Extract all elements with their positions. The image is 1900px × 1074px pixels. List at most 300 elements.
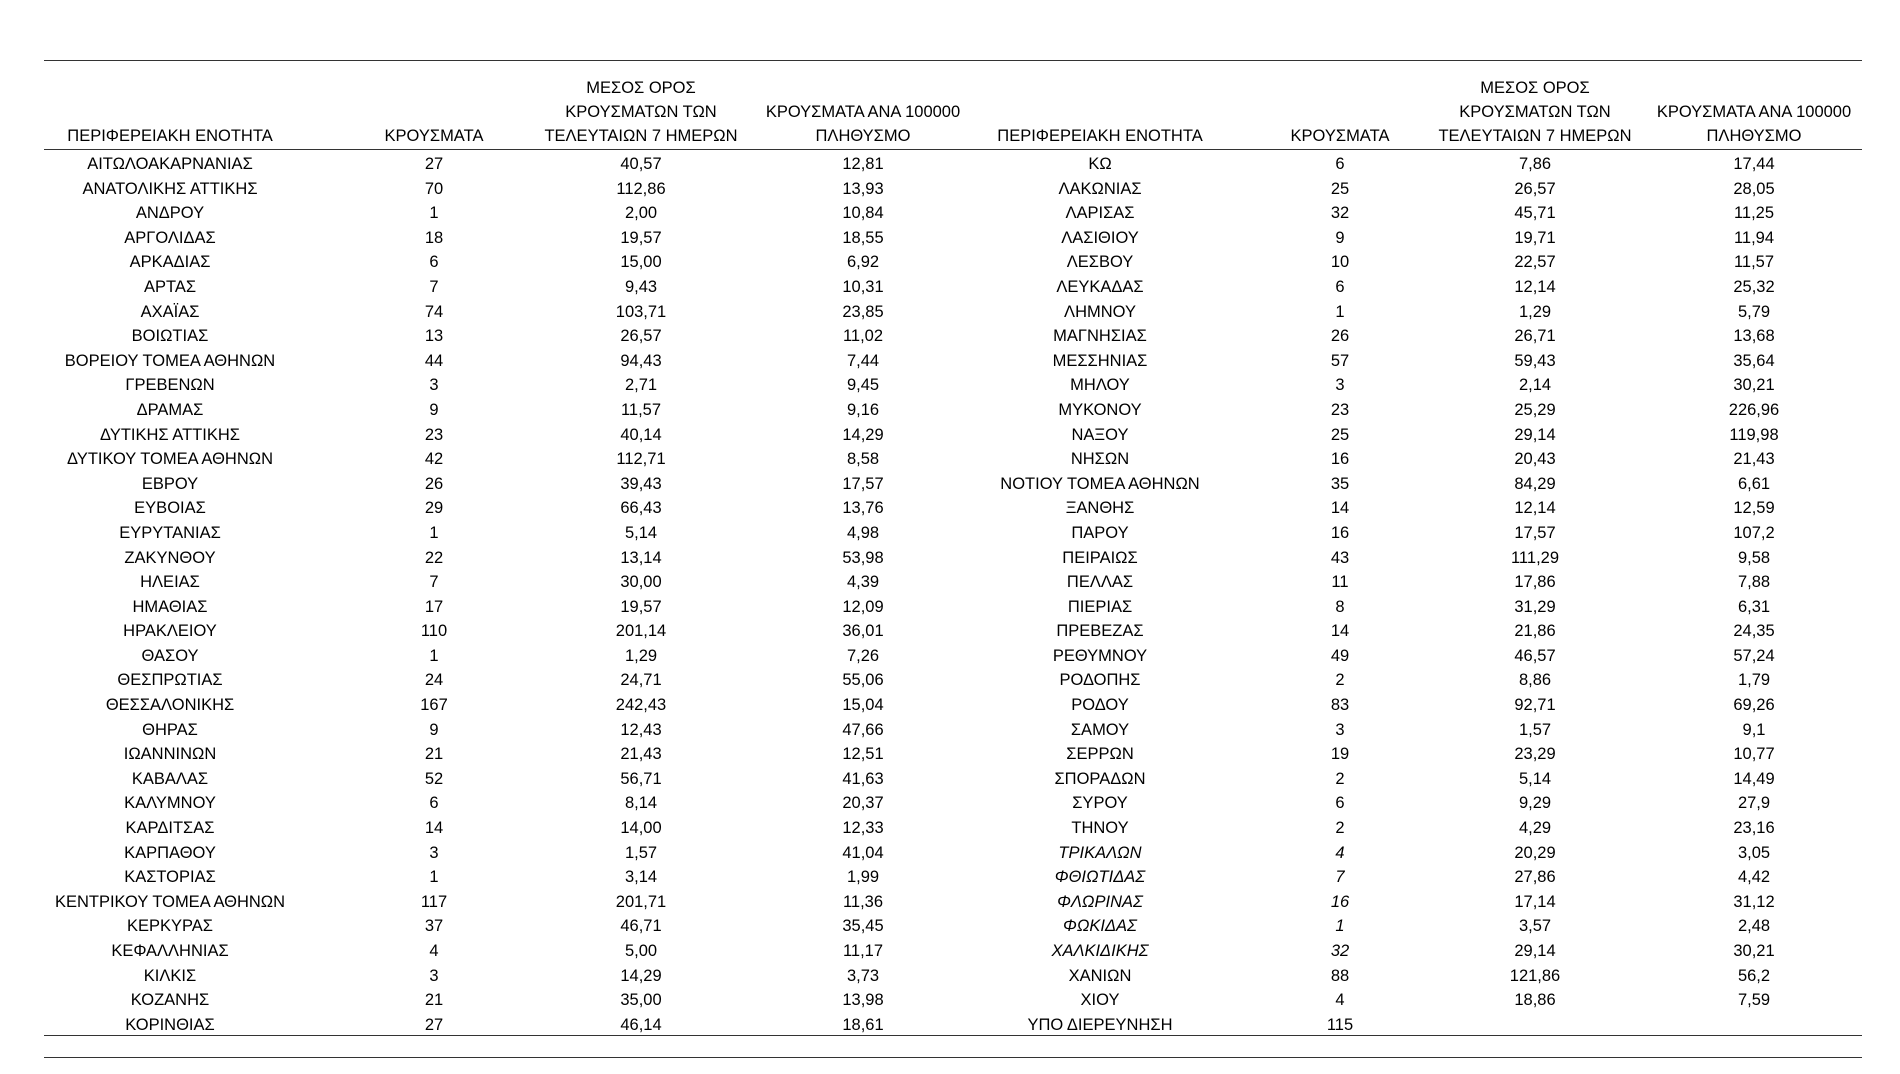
cell-cases-left: 117 — [420, 892, 448, 911]
cell-per100k-right: 9,58 — [1737, 548, 1771, 567]
cell-cases-left: 44 — [424, 351, 444, 370]
cell-region-right: ΧΙΟΥ — [1080, 991, 1120, 1010]
cell-avg7-right: 9,29 — [1518, 794, 1552, 813]
cell-avg7-left: 8,14 — [624, 794, 658, 813]
cell-region-right: ΣΠΟΡΑΔΩΝ — [1054, 769, 1146, 788]
cell-cases-left: 26 — [424, 474, 444, 493]
cell-cases-left: 3 — [429, 843, 439, 862]
cell-region-left: ΚΑΣΤΟΡΙΑΣ — [124, 868, 216, 887]
table-row — [44, 644, 1862, 669]
cell-region-left: ΗΡΑΚΛΕΙΟΥ — [123, 622, 217, 641]
cell-per100k-right: 30,21 — [1733, 942, 1775, 960]
cell-per100k-right: 30,21 — [1733, 376, 1775, 395]
table-row — [44, 914, 1862, 939]
table-row — [44, 496, 1862, 521]
cell-region-right: ΠΕΙΡΑΙΩΣ — [1062, 548, 1138, 567]
header-line: ΜΕΣΟΣ ΟΡΟΣ — [586, 79, 696, 97]
table-bottom-rule — [44, 1035, 1862, 1036]
table-row — [44, 816, 1862, 841]
cell-region-left: ΚΟΖΑΝΗΣ — [130, 991, 210, 1010]
cell-avg7-left: 40,57 — [620, 155, 662, 173]
cell-per100k-left: 12,81 — [842, 155, 884, 173]
cell-per100k-left: 18,61 — [842, 1015, 884, 1034]
cell-region-right: ΣΑΜΟΥ — [1070, 720, 1130, 739]
cell-avg7-left: 39,43 — [620, 474, 662, 493]
cell-region-left: ΘΗΡΑΣ — [142, 720, 198, 739]
cell-region-right: ΠΕΛΛΑΣ — [1066, 573, 1134, 592]
table-row — [44, 177, 1862, 202]
cell-region-right: ΛΑΚΩΝΙΑΣ — [1058, 179, 1142, 198]
cell-avg7-right: 12,14 — [1514, 499, 1556, 518]
table-row — [44, 988, 1862, 1013]
cell-region-left: ΒΟΡΕΙΟΥ ΤΟΜΕΑ ΑΘΗΝΩΝ — [64, 351, 276, 370]
cell-cases-right: 10 — [1330, 253, 1350, 272]
cell-region-left: ΚΕΝΤΡΙΚΟΥ ΤΟΜΕΑ ΑΘΗΝΩΝ — [54, 892, 286, 911]
cell-cases-left: 17 — [424, 597, 444, 616]
page-bottom-rule — [44, 1057, 1862, 1058]
cell-cases-right: 6 — [1335, 794, 1345, 813]
cell-region-left: ΚΕΡΚΥΡΑΣ — [126, 917, 213, 936]
cell-cases-left: 21 — [424, 745, 444, 764]
cell-per100k-left: 47,66 — [842, 720, 884, 739]
table-row — [44, 890, 1862, 915]
table-row — [44, 570, 1862, 595]
table-row — [44, 964, 1862, 989]
cell-avg7-right: 121,86 — [1509, 966, 1561, 985]
cell-region-right: ΡΟΔΟΥ — [1071, 696, 1129, 715]
cell-per100k-right: 4,42 — [1737, 868, 1771, 887]
cell-cases-right: 4 — [1335, 991, 1345, 1010]
cell-region-left: ΚΑΒΑΛΑΣ — [131, 769, 209, 788]
cell-per100k-left: 35,45 — [842, 917, 884, 936]
table-row — [44, 349, 1862, 374]
cell-per100k-right: 2,48 — [1737, 917, 1771, 936]
cell-avg7-right: 46,57 — [1514, 646, 1556, 665]
cell-avg7-right: 23,29 — [1514, 745, 1556, 764]
cell-cases-left: 3 — [429, 376, 439, 395]
cell-region-right: ΠΙΕΡΙΑΣ — [1067, 597, 1133, 616]
table-row — [44, 619, 1862, 644]
cell-avg7-left: 1,29 — [624, 646, 658, 665]
table-row — [44, 447, 1862, 472]
cell-region-left: ΔΥΤΙΚΟΥ ΤΟΜΕΑ ΑΘΗΝΩΝ — [67, 450, 273, 469]
cell-cases-right: 8 — [1335, 597, 1345, 616]
table-row — [44, 300, 1862, 325]
cell-avg7-right: 17,86 — [1514, 573, 1556, 592]
cell-per100k-left: 10,31 — [842, 277, 884, 296]
cell-cases-left: 6 — [429, 253, 439, 272]
cell-per100k-left: 13,93 — [842, 179, 884, 198]
cell-cases-right: 32 — [1330, 204, 1350, 223]
cell-cases-right: 2 — [1335, 671, 1345, 690]
cell-cases-left: 1 — [429, 868, 439, 887]
cell-region-right: ΠΡΕΒΕΖΑΣ — [1056, 622, 1144, 641]
cell-per100k-left: 10,84 — [842, 204, 884, 223]
cell-region-right: ΧΑΛΚΙΔΙΚΗΣ — [1051, 942, 1149, 960]
cell-per100k-right: 226,96 — [1728, 400, 1780, 419]
table-row — [44, 324, 1862, 349]
cell-per100k-left: 12,51 — [842, 745, 884, 764]
cell-avg7-right: 45,71 — [1514, 204, 1556, 223]
table-row — [44, 226, 1862, 251]
cell-region-right: ΤΡΙΚΑΛΩΝ — [1058, 843, 1142, 862]
header-line: ΚΡΟΥΣΜΑΤΑ ΑΝΑ 100000 — [1656, 103, 1852, 121]
cell-region-right: ΜΕΣΣΗΝΙΑΣ — [1052, 351, 1148, 370]
table-top-rule — [44, 60, 1862, 61]
cell-avg7-left: 24,71 — [620, 671, 662, 690]
cell-region-right: ΣΕΡΡΩΝ — [1066, 745, 1134, 764]
cell-cases-left: 21 — [424, 991, 444, 1010]
cell-region-left: ΑΡΤΑΣ — [143, 277, 197, 296]
cell-cases-left: 7 — [429, 277, 439, 296]
table-row — [44, 423, 1862, 448]
cell-per100k-left: 18,55 — [842, 228, 884, 247]
cell-avg7-right: 20,29 — [1514, 843, 1556, 862]
cell-avg7-left: 3,14 — [624, 868, 658, 887]
cell-per100k-left: 12,33 — [842, 819, 884, 838]
cell-region-left: ΚΑΛΥΜΝΟΥ — [124, 794, 216, 813]
cell-cases-right: 2 — [1335, 769, 1345, 788]
table-row — [44, 472, 1862, 497]
cell-avg7-right: 59,43 — [1514, 351, 1556, 370]
cell-avg7-right: 31,29 — [1514, 597, 1556, 616]
header-line: ΠΛΗΘΥΣΜΟ — [1706, 127, 1802, 145]
cell-cases-right: 16 — [1330, 523, 1350, 542]
cell-avg7-left: 112,71 — [616, 450, 666, 469]
cell-per100k-right: 10,77 — [1733, 745, 1775, 764]
cell-avg7-left: 19,57 — [620, 228, 662, 247]
cell-region-right: ΞΑΝΘΗΣ — [1065, 499, 1135, 518]
cell-per100k-right: 27,9 — [1737, 794, 1771, 813]
header-avg7-right — [1424, 76, 1646, 148]
cell-per100k-left: 1,99 — [846, 868, 880, 887]
cell-cases-right: 9 — [1335, 228, 1345, 247]
cell-cases-right: 6 — [1335, 155, 1345, 173]
table-row — [44, 668, 1862, 693]
cell-cases-left: 1 — [429, 204, 439, 223]
cell-per100k-left: 4,98 — [846, 523, 880, 542]
cell-cases-right: 11 — [1331, 573, 1349, 592]
cell-per100k-left: 7,26 — [846, 646, 880, 665]
cell-region-right: ΜΥΚΟΝΟΥ — [1058, 400, 1142, 419]
cell-cases-right: 2 — [1335, 819, 1345, 838]
cell-per100k-right: 11,25 — [1733, 204, 1775, 223]
cell-per100k-right: 56,2 — [1737, 966, 1771, 985]
cell-avg7-left: 15,00 — [620, 253, 662, 272]
cell-region-right: ΤΗΝΟΥ — [1071, 819, 1129, 838]
cell-cases-left: 27 — [424, 1015, 444, 1034]
header-cases-left — [338, 124, 530, 148]
cell-per100k-left: 15,04 — [842, 696, 884, 715]
cell-avg7-left: 14,29 — [620, 966, 662, 985]
cell-per100k-right: 23,16 — [1733, 819, 1775, 838]
cell-cases-right: 88 — [1330, 966, 1350, 985]
table-row — [44, 767, 1862, 792]
cell-avg7-right: 29,14 — [1514, 942, 1556, 960]
cell-avg7-left: 40,14 — [620, 425, 662, 444]
cell-per100k-right: 35,64 — [1733, 351, 1775, 370]
cell-cases-left: 4 — [429, 942, 439, 960]
cell-cases-left: 18 — [424, 228, 444, 247]
cell-region-right: ΛΑΡΙΣΑΣ — [1065, 204, 1135, 223]
cell-per100k-left: 7,44 — [846, 351, 880, 370]
cell-cases-right: 16 — [1330, 450, 1350, 469]
header-per100k-right — [1646, 100, 1862, 148]
cell-avg7-left: 35,00 — [620, 991, 662, 1010]
cell-avg7-right: 22,57 — [1514, 253, 1556, 272]
cell-per100k-right: 9,1 — [1742, 720, 1766, 739]
cell-cases-left: 24 — [424, 671, 444, 690]
cell-per100k-left: 6,92 — [846, 253, 880, 272]
cell-per100k-right: 24,35 — [1733, 622, 1775, 641]
cell-avg7-left: 56,71 — [620, 769, 662, 788]
table-row — [44, 201, 1862, 226]
cell-cases-left: 70 — [424, 179, 444, 198]
cell-region-right: ΛΑΣΙΘΙΟΥ — [1061, 228, 1139, 247]
cell-region-right: ΣΥΡΟΥ — [1072, 794, 1128, 813]
cell-cases-left: 22 — [424, 548, 444, 567]
cell-per100k-left: 41,04 — [842, 843, 884, 862]
cell-cases-left: 1 — [429, 523, 439, 542]
cell-per100k-left: 55,06 — [842, 671, 884, 690]
cell-region-left: ΕΒΡΟΥ — [141, 474, 199, 493]
cell-per100k-left: 20,37 — [842, 794, 884, 813]
cell-cases-right: 32 — [1330, 942, 1350, 960]
cell-per100k-right: 21,43 — [1733, 450, 1775, 469]
cell-region-right: ΜΑΓΝΗΣΙΑΣ — [1053, 327, 1147, 346]
cell-cases-left: 42 — [424, 450, 444, 469]
cell-avg7-right: 19,71 — [1514, 228, 1556, 247]
cell-avg7-right: 17,57 — [1514, 523, 1556, 542]
cell-per100k-right: 28,05 — [1733, 179, 1775, 198]
table-row — [44, 152, 1862, 177]
cell-region-left: ΑΝΔΡΟΥ — [135, 204, 205, 223]
cell-cases-left: 110 — [420, 622, 448, 641]
cell-region-left: ΔΥΤΙΚΗΣ ΑΤΤΙΚΗΣ — [100, 425, 240, 444]
cell-avg7-left: 14,00 — [620, 819, 662, 838]
cell-per100k-right: 31,12 — [1733, 892, 1775, 911]
cell-per100k-left: 9,16 — [846, 400, 880, 419]
cell-avg7-left: 201,71 — [615, 892, 667, 911]
cell-cases-right: 25 — [1330, 425, 1350, 444]
cell-per100k-left: 36,01 — [842, 622, 884, 641]
header-line: ΚΡΟΥΣΜΑΤΩΝ ΤΩΝ — [565, 103, 717, 121]
cell-cases-left: 9 — [429, 720, 439, 739]
cell-avg7-right: 26,57 — [1514, 179, 1556, 198]
header-region-right — [974, 124, 1226, 148]
table-row — [44, 398, 1862, 423]
cell-avg7-right: 18,86 — [1514, 991, 1556, 1010]
cell-region-right: ΡΟΔΟΠΗΣ — [1059, 671, 1141, 690]
cell-cases-left: 6 — [429, 794, 439, 813]
cell-region-right: ΥΠΟ ΔΙΕΡΕΥΝΗΣΗ — [1027, 1015, 1173, 1034]
cell-avg7-left: 11,57 — [620, 400, 662, 419]
cell-per100k-right: 17,44 — [1733, 155, 1775, 173]
cell-avg7-right: 92,71 — [1514, 696, 1556, 715]
cell-avg7-left: 12,43 — [620, 720, 662, 739]
cell-per100k-right: 12,59 — [1733, 499, 1775, 518]
cell-cases-left: 3 — [429, 966, 439, 985]
cell-region-left: ΗΛΕΙΑΣ — [140, 573, 200, 592]
cell-cases-left: 9 — [429, 400, 439, 419]
header-line: ΚΡΟΥΣΜΑΤΑ — [1290, 127, 1390, 145]
table-row — [44, 373, 1862, 398]
cell-cases-right: 25 — [1330, 179, 1350, 198]
cell-avg7-right: 29,14 — [1514, 425, 1556, 444]
cell-region-left: ΑΙΤΩΛΟΑΚΑΡΝΑΝΙΑΣ — [87, 155, 253, 173]
cell-per100k-right: 11,57 — [1733, 253, 1775, 272]
header-line: ΠΕΡΙΦΕΡΕΙΑΚΗ ΕΝΟΤΗΤΑ — [997, 127, 1203, 145]
header-line: ΤΕΛΕΥΤΑΙΩΝ 7 ΗΜΕΡΩΝ — [1438, 127, 1632, 145]
cell-cases-right: 14 — [1330, 622, 1350, 641]
cell-avg7-right: 7,86 — [1518, 155, 1552, 173]
cell-per100k-left: 9,45 — [846, 376, 880, 395]
table-header — [44, 76, 1862, 148]
cell-cases-right: 7 — [1335, 868, 1345, 887]
cell-cases-left: 7 — [429, 573, 439, 592]
cell-cases-right: 26 — [1330, 327, 1350, 346]
header-line: ΚΡΟΥΣΜΑΤΑ ΑΝΑ 100000 — [765, 103, 961, 121]
cell-cases-right: 35 — [1330, 474, 1350, 493]
cell-per100k-right: 11,94 — [1733, 228, 1775, 247]
cell-per100k-right: 6,61 — [1737, 474, 1771, 493]
cell-avg7-right: 5,14 — [1518, 769, 1552, 788]
table-row — [44, 791, 1862, 816]
cell-region-left: ΔΡΑΜΑΣ — [136, 400, 204, 419]
cell-per100k-right: 57,24 — [1733, 646, 1775, 665]
cell-cases-left: 13 — [424, 327, 444, 346]
cell-avg7-right: 25,29 — [1514, 400, 1556, 419]
cell-per100k-right: 6,31 — [1737, 597, 1771, 616]
header-cases-right — [1244, 124, 1436, 148]
cell-cases-left: 14 — [424, 819, 444, 838]
cell-avg7-right: 1,57 — [1518, 720, 1552, 739]
table-row — [44, 546, 1862, 571]
cell-cases-left: 23 — [424, 425, 444, 444]
cell-per100k-left: 3,73 — [846, 966, 880, 985]
cell-per100k-right: 7,88 — [1737, 573, 1771, 592]
cell-region-right: ΛΕΣΒΟΥ — [1066, 253, 1134, 272]
cell-avg7-right: 26,71 — [1514, 327, 1556, 346]
cell-per100k-left: 8,58 — [846, 450, 880, 469]
cell-avg7-right: 3,57 — [1518, 917, 1552, 936]
cell-per100k-right: 3,05 — [1737, 843, 1771, 862]
cell-avg7-left: 9,43 — [624, 277, 658, 296]
cell-avg7-left: 2,71 — [624, 376, 658, 395]
cell-region-left: ΗΜΑΘΙΑΣ — [132, 597, 208, 616]
cell-per100k-left: 4,39 — [846, 573, 880, 592]
cell-per100k-left: 11,02 — [842, 327, 884, 346]
cell-avg7-left: 30,00 — [620, 573, 662, 592]
cell-region-left: ΑΡΓΟΛΙΔΑΣ — [124, 228, 216, 247]
cell-avg7-left: 112,86 — [616, 179, 666, 198]
cell-avg7-right: 27,86 — [1514, 868, 1556, 887]
cell-region-right: ΦΩΚΙΔΑΣ — [1063, 917, 1137, 936]
cell-avg7-left: 46,71 — [620, 917, 662, 936]
cell-region-left: ΘΕΣΣΑΛΟΝΙΚΗΣ — [105, 696, 235, 715]
header-line: ΚΡΟΥΣΜΑΤΑ — [384, 127, 484, 145]
cell-cases-left: 37 — [424, 917, 444, 936]
header-bottom-rule — [44, 149, 1862, 150]
cell-avg7-right: 84,29 — [1514, 474, 1556, 493]
cell-avg7-left: 46,14 — [620, 1015, 662, 1034]
cell-cases-right: 115 — [1326, 1015, 1354, 1034]
cell-per100k-left: 23,85 — [842, 302, 884, 321]
cell-cases-left: 29 — [424, 499, 444, 518]
table-row — [44, 742, 1862, 767]
cell-cases-right: 3 — [1335, 720, 1345, 739]
cell-cases-right: 16 — [1330, 892, 1350, 911]
cell-region-left: ΙΩΑΝΝΙΝΩΝ — [123, 745, 217, 764]
cell-avg7-left: 13,14 — [620, 548, 662, 567]
table-row — [44, 718, 1862, 743]
cell-region-left: ΚΑΡΠΑΘΟΥ — [124, 843, 216, 862]
table-row — [44, 595, 1862, 620]
cell-avg7-right: 21,86 — [1514, 622, 1556, 641]
header-per100k-left — [752, 100, 974, 148]
table-row — [44, 275, 1862, 300]
cell-avg7-right: 1,29 — [1518, 302, 1552, 321]
table-row — [44, 865, 1862, 890]
cell-per100k-right: 69,26 — [1733, 696, 1775, 715]
cell-per100k-left: 17,57 — [842, 474, 884, 493]
cell-per100k-right: 5,79 — [1737, 302, 1771, 321]
cell-region-right: ΡΕΘΥΜΝΟΥ — [1052, 646, 1148, 665]
cell-region-left: ΚΙΛΚΙΣ — [143, 966, 197, 985]
cell-per100k-left: 53,98 — [842, 548, 884, 567]
cell-cases-left: 52 — [424, 769, 444, 788]
table-row — [44, 1013, 1862, 1038]
cell-cases-right: 83 — [1330, 696, 1350, 715]
cell-region-right: ΠΑΡΟΥ — [1071, 523, 1129, 542]
cell-avg7-left: 242,43 — [615, 696, 667, 715]
cell-cases-right: 57 — [1330, 351, 1350, 370]
cell-cases-right: 43 — [1330, 548, 1350, 567]
cell-per100k-right: 14,49 — [1733, 769, 1775, 788]
cell-region-right: ΚΩ — [1088, 155, 1112, 173]
table-row — [44, 693, 1862, 718]
cell-cases-right: 1 — [1335, 302, 1345, 321]
cell-per100k-left: 13,98 — [842, 991, 884, 1010]
cell-region-right: ΝΑΞΟΥ — [1071, 425, 1129, 444]
header-avg7-left — [530, 76, 752, 148]
cell-avg7-left: 5,14 — [624, 523, 658, 542]
cell-region-left: ΘΕΣΠΡΩΤΙΑΣ — [117, 671, 223, 690]
cell-per100k-right: 7,59 — [1737, 991, 1771, 1010]
cell-avg7-right: 111,29 — [1510, 548, 1560, 567]
header-region-left — [44, 124, 296, 148]
cell-region-left: ΑΧΑΪΑΣ — [140, 302, 200, 321]
cell-region-left: ΚΑΡΔΙΤΣΑΣ — [125, 819, 215, 838]
cell-avg7-left: 103,71 — [615, 302, 667, 321]
cell-region-left: ΓΡΕΒΕΝΩΝ — [125, 376, 215, 395]
cell-avg7-right: 12,14 — [1514, 277, 1556, 296]
cell-avg7-left: 2,00 — [624, 204, 658, 223]
cell-region-left: ΘΑΣΟΥ — [141, 646, 199, 665]
cell-per100k-left: 41,63 — [842, 769, 884, 788]
cell-cases-right: 3 — [1335, 376, 1345, 395]
cell-avg7-right: 2,14 — [1518, 376, 1552, 395]
cell-region-left: ΑΡΚΑΔΙΑΣ — [129, 253, 211, 272]
cell-avg7-right: 20,43 — [1514, 450, 1556, 469]
cell-per100k-left: 12,09 — [842, 597, 884, 616]
table-row — [44, 250, 1862, 275]
header-line: ΠΛΗΘΥΣΜΟ — [815, 127, 911, 145]
cell-region-right: ΧΑΝΙΩΝ — [1068, 966, 1132, 985]
cell-region-left: ΑΝΑΤΟΛΙΚΗΣ ΑΤΤΙΚΗΣ — [82, 179, 258, 198]
cell-per100k-right: 1,79 — [1737, 671, 1771, 690]
cell-region-right: ΝΟΤΙΟΥ ΤΟΜΕΑ ΑΘΗΝΩΝ — [1000, 474, 1200, 493]
